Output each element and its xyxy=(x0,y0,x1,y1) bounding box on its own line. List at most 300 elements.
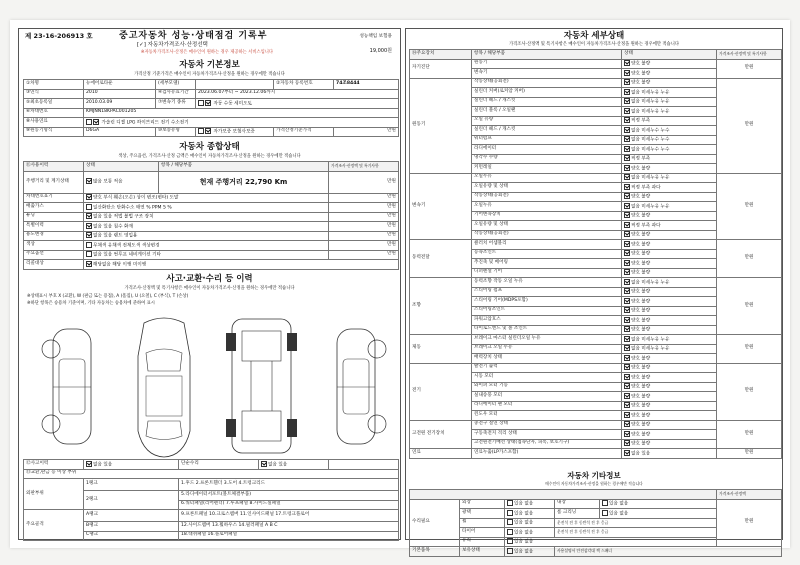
checkbox[interactable] xyxy=(507,548,513,554)
checkbox-checked[interactable] xyxy=(624,174,630,180)
detail-section-note: 가격조사·산정액 및 특기사항은 매수인이 자동차가격조사·산정을 원하는 경우에만 적습니다 xyxy=(508,42,680,47)
device-item: 실내송풍 모터 xyxy=(472,392,622,402)
header-cell xyxy=(410,490,717,500)
car-side-right-diagram xyxy=(321,319,391,454)
table-row xyxy=(24,479,399,491)
state-options: 없음 있음 xyxy=(631,451,651,457)
cost-cell: 만원 xyxy=(717,449,782,459)
checkbox-checked[interactable] xyxy=(624,450,630,456)
label-detail-model: (세부모델) xyxy=(156,80,196,90)
table-row xyxy=(410,173,782,183)
value-inspection-validity: 2023.06.07부터 ~ 2023.12.06까지 xyxy=(196,89,399,99)
device-state xyxy=(622,183,717,193)
device-item: 충전구 절연 상태 xyxy=(472,420,622,430)
table-row xyxy=(24,212,399,222)
device-state xyxy=(622,126,717,136)
checkbox-checked[interactable] xyxy=(624,212,630,218)
checkbox-checked[interactable] xyxy=(624,241,630,247)
checkbox-checked[interactable] xyxy=(624,231,630,237)
device-item: 커먼레일 xyxy=(472,164,622,174)
checkbox-checked[interactable] xyxy=(624,440,630,446)
checkbox-checked[interactable] xyxy=(624,431,630,437)
label-inspection-validity: ④검사유효기간 xyxy=(156,89,196,99)
state-options: 적정 부족 과다 xyxy=(631,185,661,191)
table-row xyxy=(24,203,399,213)
checkbox-checked[interactable] xyxy=(86,178,92,184)
table-row xyxy=(410,363,782,373)
device-item: 고전원전기배선 상태(접속단자, 피복, 보호기구) xyxy=(472,439,622,449)
state-options: 양호 불량 xyxy=(631,242,651,248)
value-registration: 74조8444 xyxy=(334,80,399,90)
right-page xyxy=(405,28,783,555)
document-notice: ※자동차가격조사·산정은 매수인이 원하는 경우 제공하는 서비스입니다 xyxy=(140,50,274,55)
row-label: 색상 xyxy=(24,241,84,251)
state-options: 없음 미세누유 누유 xyxy=(631,337,670,343)
checkbox[interactable] xyxy=(86,242,92,248)
checkbox-checked[interactable] xyxy=(624,402,630,408)
checkbox-checked[interactable] xyxy=(624,269,630,275)
checkbox[interactable] xyxy=(507,510,513,516)
device-item: 클러치 어셈블리 xyxy=(472,240,622,250)
state-options: 없음 미세누유 누유 xyxy=(631,280,670,286)
device-state xyxy=(622,278,717,288)
checkbox-checked[interactable] xyxy=(86,223,92,229)
device-state xyxy=(622,449,717,459)
checkbox-checked[interactable] xyxy=(624,89,630,95)
cost-cell: 만원 xyxy=(717,499,782,547)
row-options: 있음 없음 xyxy=(505,537,717,547)
device-item: 작동상태(공회전) xyxy=(472,230,622,240)
checkbox-checked[interactable] xyxy=(86,213,92,219)
table-row xyxy=(410,78,782,88)
value-warranty: 자가보증 보험사보증 xyxy=(196,127,274,137)
checkbox-checked[interactable] xyxy=(624,250,630,256)
device-item: 추진축 및 베어링 xyxy=(472,259,622,269)
part-group: 외판부위 xyxy=(24,479,84,510)
device-item: 와이퍼 모터 기능 xyxy=(472,382,622,392)
summary-section-note: 색상, 주요옵션, 가격조사·산정 금액은 매수인이 자동차가격조사·산정을 원하는 경우에만 적습니다 xyxy=(118,154,301,159)
checkbox-checked[interactable] xyxy=(624,70,630,76)
other-info-table xyxy=(409,489,782,557)
checkbox-checked[interactable] xyxy=(624,317,630,323)
checkbox-checked[interactable] xyxy=(624,279,630,285)
device-item: 시동 모터 xyxy=(472,373,622,383)
row-options: 일산화탄소 탄화수소 매연 % PPM 5 % xyxy=(84,203,329,213)
checkbox-checked[interactable] xyxy=(86,232,92,238)
table-row xyxy=(24,99,399,109)
row-options: 없음 있음 xyxy=(84,460,179,470)
device-item: 등속조인트 xyxy=(472,249,622,259)
checkbox-checked[interactable] xyxy=(624,421,630,427)
value-base-price: 만원 xyxy=(334,127,399,137)
device-item: 실린더 헤드 / 개스킷 xyxy=(472,126,622,136)
inspection-fee: 19,000원 xyxy=(369,48,392,54)
device-state xyxy=(622,411,717,421)
state-options: 양호 불량 xyxy=(631,213,651,219)
state-options: 없음 미세누유 누유 xyxy=(631,204,670,210)
state-options: 적정 부족 xyxy=(631,118,651,124)
checkbox-checked[interactable] xyxy=(624,127,630,133)
table-row xyxy=(410,499,782,509)
row-options: 무채색 유채색 전체도색 색상변경 xyxy=(84,241,329,251)
device-group: 동력전달 xyxy=(410,240,472,278)
checkbox-checked[interactable] xyxy=(205,100,211,106)
state-options: 없음 미세누유 누유 xyxy=(631,99,670,105)
table-row xyxy=(24,241,399,251)
state-options: 없음 미세누수 누수 xyxy=(631,147,670,153)
checkbox-checked[interactable] xyxy=(624,193,630,199)
detail-section-title: 자동차 세부상태 xyxy=(563,31,625,41)
row-label: 차대번호표기 xyxy=(24,193,84,203)
device-item: 실린더 헤드 / 개스킷 xyxy=(472,97,622,107)
row-options: 없음 있음 침수 화재 xyxy=(84,222,329,232)
state-options: 양호 불량 xyxy=(631,308,651,314)
state-options: 없음 미세누유 누유 xyxy=(631,109,670,115)
table-row xyxy=(410,335,782,345)
document-number: 제 23-16-206913 호 xyxy=(25,32,93,40)
row-label: 주행거리 및 계기상태 xyxy=(24,171,84,193)
device-state xyxy=(622,202,717,212)
row-label: 특별이력 xyxy=(24,222,84,232)
device-group: 제동 xyxy=(410,335,472,364)
value-detail-model xyxy=(196,80,274,90)
label-year: ③연식 xyxy=(24,89,84,99)
cost-cell: 만원 xyxy=(329,203,399,213)
checkbox-checked[interactable] xyxy=(624,117,630,123)
part-items: 9.프론트패널 10.크로스멤버 11.인사이드패널 17.트렁크플로어 xyxy=(179,510,399,522)
state-options: 없음 미세누유 누유 xyxy=(631,175,670,181)
label-vin: ⑥차대번호 xyxy=(24,108,84,118)
table-row xyxy=(410,449,782,459)
device-state xyxy=(622,145,717,155)
state-options: 없음 미세누유 누유 xyxy=(631,90,670,96)
checkbox-checked[interactable] xyxy=(624,136,630,142)
device-state xyxy=(622,354,717,364)
device-item: 동력조향 작동 오일 누유 xyxy=(472,278,622,288)
state-options: 양호 불량 xyxy=(631,422,651,428)
header-cell: 가격조사·산정액 및 특기사항 xyxy=(717,50,782,60)
label-fuel: ⑧사용연료 xyxy=(24,118,84,128)
part-group: 주요골격 xyxy=(24,510,84,541)
checkbox[interactable] xyxy=(507,538,513,544)
state-options: 양호 불량 xyxy=(631,327,651,333)
row-options: 없음 있음 xyxy=(259,460,329,470)
device-group: 전기 xyxy=(410,363,472,420)
state-options: 양호 불량 xyxy=(631,365,651,371)
label-registration: ②자동차 등록번호 xyxy=(274,80,334,90)
device-state xyxy=(622,59,717,69)
row-options: 많음 보통 적음 xyxy=(84,171,159,193)
basic-info-table xyxy=(23,79,399,137)
state-options: 양호 불량 xyxy=(631,80,651,86)
checkbox-checked[interactable] xyxy=(624,355,630,361)
part-items: 18.대쉬패널 16.플로어패널 xyxy=(179,531,399,541)
checkbox-checked[interactable] xyxy=(93,119,99,125)
row-options: 없음 있음 썬루프 네비게이션 기타 xyxy=(84,250,329,260)
row-label: 타이어 xyxy=(460,528,505,538)
mileage-value: 현재 주행거리 22,790 Km xyxy=(159,171,329,193)
document-subtitle: [✓] 자동차가격조사·산정선택 xyxy=(137,42,208,48)
checkbox-checked[interactable] xyxy=(624,222,630,228)
checkbox[interactable] xyxy=(602,510,608,516)
row-label: 외장 xyxy=(460,499,505,509)
device-item: 라디에이터 xyxy=(472,145,622,155)
checkbox-checked[interactable] xyxy=(624,60,630,66)
state-options: 양호 불량 xyxy=(631,394,651,400)
checkbox-checked[interactable] xyxy=(624,79,630,85)
device-state xyxy=(622,297,717,307)
device-item: 디퍼렌셜 기어 xyxy=(472,268,622,278)
cost-cell: 만원 xyxy=(717,173,782,240)
value-vin: KMJNN18KPAC001205 xyxy=(84,108,399,118)
table-row xyxy=(24,80,399,90)
device-state xyxy=(622,392,717,402)
value-transmission: 자동 수동 세미오토 xyxy=(196,99,399,109)
part-rank: 1랭크 xyxy=(84,479,179,491)
table-row xyxy=(24,231,399,241)
state-options: 양호 불량 xyxy=(631,270,651,276)
table-row xyxy=(24,171,399,193)
device-state xyxy=(622,221,717,231)
table-header-row xyxy=(410,490,782,500)
row-options: 있음 없음 xyxy=(505,499,555,509)
device-state xyxy=(622,335,717,345)
device-item: 윈도우 모터 xyxy=(472,411,622,421)
checkbox-checked[interactable] xyxy=(624,345,630,351)
cost-cell xyxy=(329,460,399,470)
state-options: 양호 불량 xyxy=(631,384,651,390)
header-cell: ⑭주요장치 xyxy=(410,50,472,60)
checkbox[interactable] xyxy=(507,529,513,535)
checkbox-checked[interactable] xyxy=(624,98,630,104)
device-state xyxy=(622,316,717,326)
part-items: 6.쿼터패널(리어펜더) 7.루프패널 8.사이드실패널 xyxy=(179,500,399,510)
checkbox[interactable] xyxy=(507,519,513,525)
row-group: 수리필요 xyxy=(410,499,460,547)
state-options: 양호 불량 xyxy=(631,318,651,324)
car-right-outline xyxy=(321,319,391,454)
car-side-left-diagram xyxy=(37,319,107,454)
header-cell: 가격조사·산정액 및 특기사항 xyxy=(329,162,399,172)
checkbox-checked[interactable] xyxy=(624,146,630,152)
checkbox-checked[interactable] xyxy=(624,155,630,161)
state-options: 양호 불량 xyxy=(631,71,651,77)
device-state xyxy=(622,69,717,79)
row-options: 양호 부식 훼손(오손) 상이 변조(변타) 도말 xyxy=(84,193,329,203)
inspector-label: 성능책임 보험용 xyxy=(359,34,392,39)
cost-cell: 만원 xyxy=(717,278,782,335)
other-section-note: 매수인이 자동차가격조사·산정을 원하는 경우에만 적습니다 xyxy=(545,481,643,486)
value-engine-type: D6GA xyxy=(84,127,156,137)
device-item: 라디에이터 팬 모터 xyxy=(472,401,622,411)
table-row xyxy=(410,547,782,557)
device-state xyxy=(622,230,717,240)
checkbox-checked[interactable] xyxy=(624,393,630,399)
part-items: 12.사이드멤버 13.휠하우스 14.필러패널 A B C xyxy=(179,522,399,532)
device-item: 오일 유량 xyxy=(472,116,622,126)
damage-legend: ※상태표시 부호 X (교환), W (판금 또는 용접), A (흠집), U (요철), C (부식), T (손상) xyxy=(27,294,189,299)
checkbox[interactable] xyxy=(198,128,204,134)
cost-cell: 만원 xyxy=(329,222,399,232)
checkbox-checked[interactable] xyxy=(624,260,630,266)
checkbox-checked[interactable] xyxy=(624,307,630,313)
table-row xyxy=(24,108,399,118)
row-group: 기본품목 xyxy=(410,547,460,557)
row-options: 있음 없음 xyxy=(505,509,555,519)
row-options: 있음 없음 xyxy=(505,547,555,557)
checkbox-checked[interactable] xyxy=(86,461,92,467)
device-state xyxy=(622,363,717,373)
row-label: 배출가스 xyxy=(24,203,84,213)
state-options: 없음 미세누수 누수 xyxy=(631,128,670,134)
checkbox-checked[interactable] xyxy=(86,261,92,267)
device-item: 브레이크 마스터 실린더오일 누유 xyxy=(472,335,622,345)
row-label: 휠 xyxy=(460,518,505,528)
summary-table xyxy=(23,161,399,270)
table-row xyxy=(24,89,399,99)
other-section-title: 자동차 기타정보 xyxy=(567,471,621,480)
device-state xyxy=(622,249,717,259)
state-options: 양호 불량 xyxy=(631,413,651,419)
device-state xyxy=(622,173,717,183)
header-cell: ⑪사용이력 xyxy=(24,162,84,172)
row-options: 있음 없음 xyxy=(505,518,555,528)
device-group: 변속기 xyxy=(410,173,472,240)
device-state xyxy=(622,325,717,335)
detail-table xyxy=(409,49,782,459)
device-item: 변속기 xyxy=(472,69,622,79)
device-item: 배력장치 상태 xyxy=(472,354,622,364)
part-items: 1.후드 2.프론트휀더 3.도어 4.트렁크리드 xyxy=(179,479,399,491)
checkbox-checked[interactable] xyxy=(624,184,630,190)
device-state xyxy=(622,430,717,440)
header-cell: 상태 xyxy=(84,162,159,172)
value-year: 2010 xyxy=(84,89,156,99)
device-item: 연료누출(LP가스포함) xyxy=(472,449,622,459)
device-state xyxy=(622,373,717,383)
state-options: 없음 미세누수 누수 xyxy=(631,137,670,143)
checkbox-checked[interactable] xyxy=(624,203,630,209)
checkbox-checked[interactable] xyxy=(624,374,630,380)
device-state xyxy=(622,240,717,250)
device-item: 오일유량 및 상태 xyxy=(472,183,622,193)
part-rank: 2랭크 xyxy=(84,491,179,510)
device-state xyxy=(622,259,717,269)
checkbox[interactable] xyxy=(86,119,92,125)
cost-cell: 만원 xyxy=(329,231,399,241)
basic-section-title: 자동차 기본정보 xyxy=(179,60,240,70)
state-options: 적정 부족 xyxy=(631,156,651,162)
part-rank: A랭크 xyxy=(84,510,179,522)
left-page xyxy=(18,28,401,540)
device-item: 스티어링 펌프 xyxy=(472,287,622,297)
checkbox[interactable] xyxy=(602,500,608,506)
device-state xyxy=(622,97,717,107)
row-label: 주요옵션 xyxy=(24,250,84,260)
row-label: ⑬교환,판금 등 이상 부위 xyxy=(24,469,399,479)
table-row xyxy=(410,278,782,288)
header-cell: 가격조사·산정액 xyxy=(717,490,782,500)
table-row xyxy=(24,510,399,522)
device-item: 냉각수 수량 xyxy=(472,154,622,164)
state-options: 양호 불량 xyxy=(631,356,651,362)
row-options: 해당없음 해당 이행 미이행 xyxy=(84,260,399,270)
device-item: 실린더 블록 / 오일팬 xyxy=(472,107,622,117)
checkbox[interactable] xyxy=(507,500,513,506)
value-fuel: 가솔린 디젤 LPG 하이브리드 전기 수소전기 xyxy=(84,118,399,128)
label-engine-type: ⑨원동기형식 xyxy=(24,127,84,137)
table-header-row xyxy=(410,50,782,60)
table-row xyxy=(410,420,782,430)
checkbox-checked[interactable] xyxy=(624,298,630,304)
state-options: 없음 미세누유 누유 xyxy=(631,346,670,352)
checkbox-checked[interactable] xyxy=(205,128,211,134)
state-options: 양호 불량 xyxy=(631,403,651,409)
checkbox-checked[interactable] xyxy=(624,288,630,294)
device-state xyxy=(622,439,717,449)
car-top-outline xyxy=(124,311,204,461)
document-sheet xyxy=(10,20,790,555)
checkbox-checked[interactable] xyxy=(624,326,630,332)
state-options: 양호 불량 xyxy=(631,441,651,447)
table-row xyxy=(24,127,399,137)
checkbox[interactable] xyxy=(86,204,92,210)
checkbox-checked[interactable] xyxy=(624,108,630,114)
row-label: 용도변경 xyxy=(24,231,84,241)
table-row xyxy=(24,118,399,128)
device-item: 구동축전지 격리 상태 xyxy=(472,430,622,440)
header-cell: 항목 / 해당부품 xyxy=(159,162,329,172)
device-item: 오일유량 및 상태 xyxy=(472,221,622,231)
part-rank: C랭크 xyxy=(84,531,179,541)
checkbox-checked[interactable] xyxy=(624,336,630,342)
value-car-name: 뉴에어로타운 xyxy=(84,80,156,90)
row-label: 내장 xyxy=(555,499,600,509)
table-row xyxy=(410,240,782,250)
state-options: 적정 부족 과다 xyxy=(631,223,661,229)
checkbox-checked[interactable] xyxy=(86,194,92,200)
device-item: 스티어링조인트 xyxy=(472,306,622,316)
checkbox[interactable] xyxy=(86,251,92,257)
device-state xyxy=(622,287,717,297)
row-options: 있음 없음 xyxy=(505,528,555,538)
device-item: 원동기 xyxy=(472,59,622,69)
device-state xyxy=(622,154,717,164)
device-state xyxy=(622,420,717,430)
table-row xyxy=(24,460,399,470)
checkbox[interactable] xyxy=(198,100,204,106)
checkbox-checked[interactable] xyxy=(624,412,630,418)
cost-cell: 만원 xyxy=(717,420,782,449)
row-label: 보유상태 xyxy=(460,547,505,557)
device-state xyxy=(622,135,717,145)
device-state xyxy=(622,88,717,98)
state-options: 양호 불량 xyxy=(631,299,651,305)
checkbox-checked[interactable] xyxy=(624,165,630,171)
row-options: 있음 없음 xyxy=(600,509,717,519)
checkbox-checked[interactable] xyxy=(624,383,630,389)
checkbox-checked[interactable] xyxy=(261,461,267,467)
device-item: 실린더 커버(로커암 커버) xyxy=(472,88,622,98)
row-options: 운전석 전 후 동반석 전 후 응급 xyxy=(555,528,717,538)
device-state xyxy=(622,401,717,411)
checkbox-checked[interactable] xyxy=(624,364,630,370)
car-top-diagram xyxy=(124,311,204,461)
header-cell: 항목 / 해당부품 xyxy=(472,50,622,60)
device-state xyxy=(622,164,717,174)
row-label: 튜닝 xyxy=(24,212,84,222)
row-options: 운전석 전 후 동반석 전 후 응급 xyxy=(555,518,717,528)
